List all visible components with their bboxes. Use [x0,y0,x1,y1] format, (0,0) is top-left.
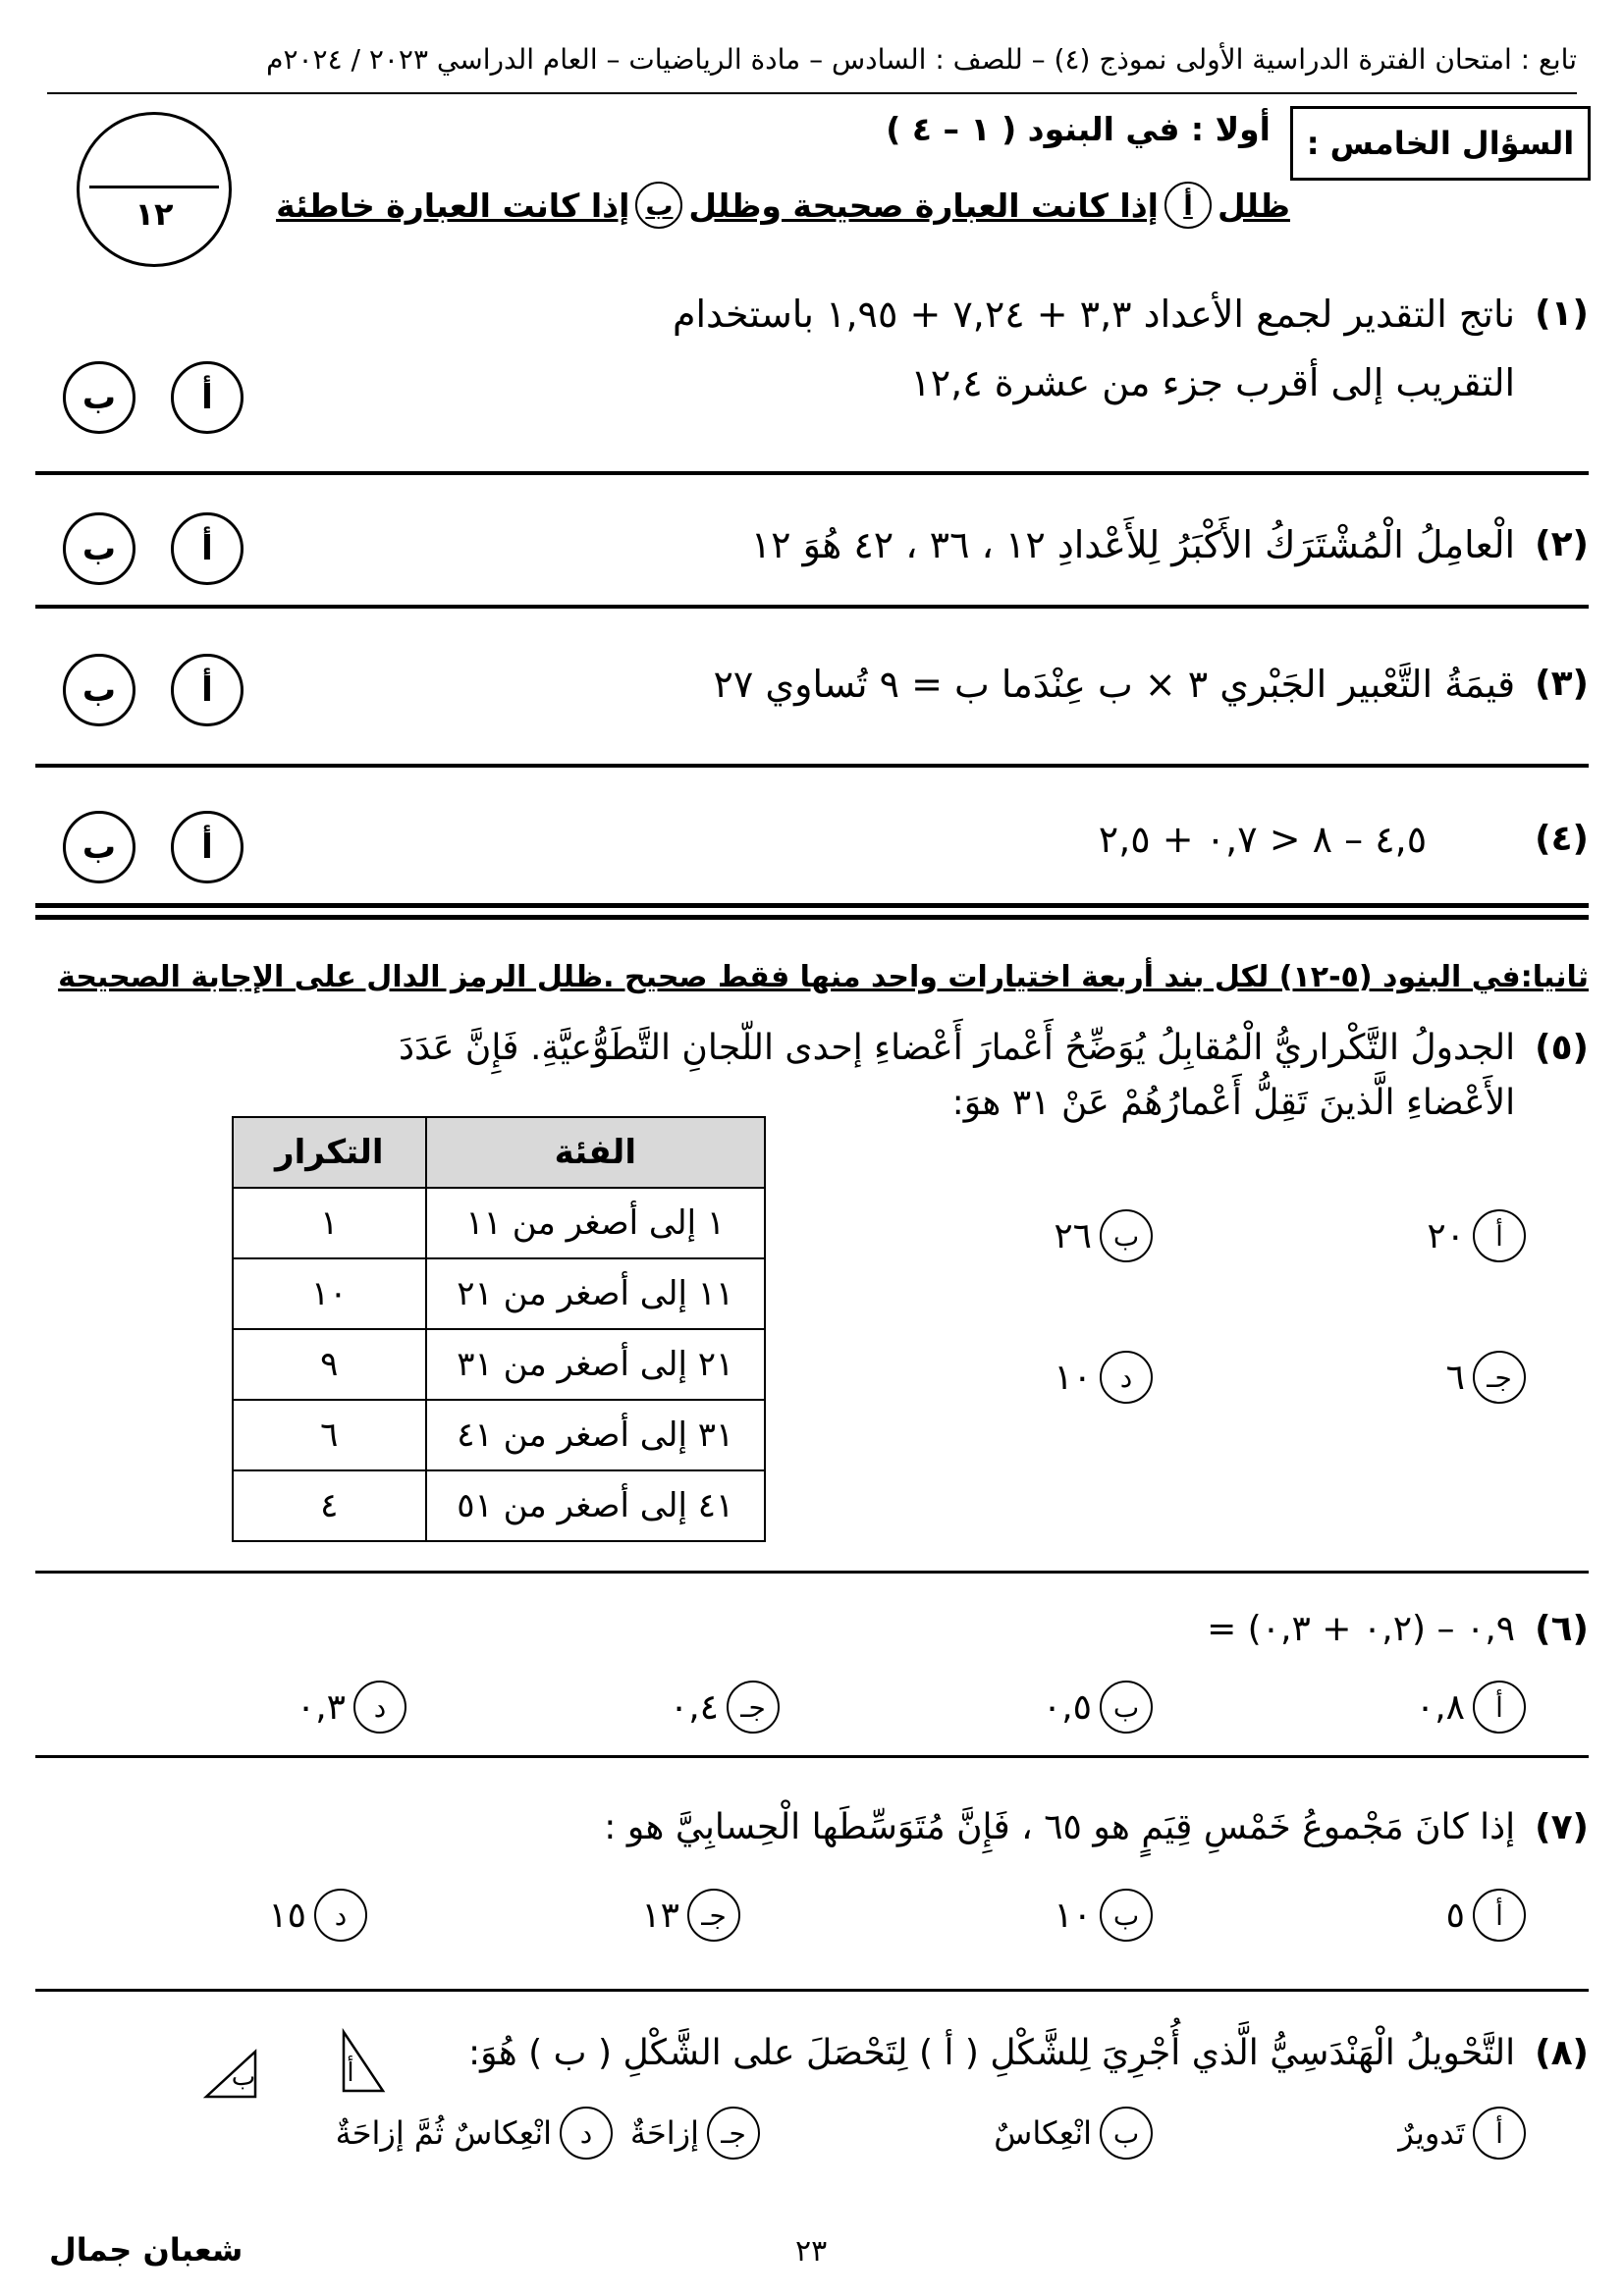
q8-option-b[interactable] [994,2107,1153,2160]
instruction-part3: إذا كانت العبارة خاطئة [276,186,630,225]
table-header: التكرار [233,1117,426,1188]
table-cell: ٤١ إلى أصغر من ٥١ [426,1470,765,1541]
item-number: (٢) [1535,524,1589,564]
tf-choices-2 [63,512,244,585]
item-number: (٨) [1535,2033,1589,2073]
choice-b-circle[interactable]: ب [63,811,135,883]
tf-item-3 [714,650,1590,719]
q6-option-b[interactable] [1043,1681,1153,1734]
q8-stem [468,2026,1589,2081]
option-value: انْعِكاسٌ ثُمَّ إزاحَةٌ [335,2114,552,2152]
divider [35,1755,1589,1758]
option-value: ٥ [1445,1895,1465,1936]
item-line: التقريب إلى أقرب جزء من عشرة ١٢,٤ [910,361,1516,404]
page-number: ٢٣ [795,2234,828,2269]
q5-option-d[interactable] [1054,1351,1153,1404]
choice-a-circle[interactable]: أ [171,811,244,883]
q6-option-c[interactable] [670,1681,780,1734]
option-letter-circle[interactable]: جـ [727,1681,780,1734]
item-number: (١) [1535,294,1589,334]
q7-option-b[interactable] [1054,1889,1153,1942]
table-row [233,1400,765,1470]
table-cell: ٩ [233,1329,426,1400]
table-cell: ١ إلى أصغر من ١١ [426,1188,765,1258]
table-row [233,1258,765,1329]
author-name: شعبان جمال [49,2231,244,2269]
option-value: إزاحَةٌ [629,2114,699,2152]
item-number: (٦) [1535,1609,1589,1649]
item-text [673,280,1515,417]
q7-option-a[interactable] [1446,1889,1526,1942]
item-number: (٣) [1535,664,1589,704]
q6-option-a[interactable] [1416,1681,1526,1734]
item-text: إذا كانَ مَجْموعُ خَمْسِ قِيَمٍ هو ٦٥ ، فَإِنَّ مُتَوَسِّطَها الْحِسابِيَّ هو : [604,1807,1516,1847]
table-cell: ٢١ إلى أصغر من ٣١ [426,1329,765,1400]
divider [35,1989,1589,1992]
q7-option-d[interactable] [268,1889,367,1942]
q6-stem [1207,1602,1589,1657]
choice-b-circle[interactable]: ب [63,654,135,726]
item-number: (٥) [1535,1028,1589,1068]
section1-instruction [276,182,1290,229]
choice-b-circle[interactable]: ب [63,361,135,434]
divider [35,1571,1589,1574]
item-text: ٤,٥ – ٨ < ٠,٧ + ٢,٥ [1098,818,1428,861]
shapes-figure [196,2022,393,2110]
instruction-part2: إذا كانت العبارة صحيحة وظلل [688,186,1159,225]
tf-item-1 [673,280,1589,417]
item-line: الأَعْضاءِ الَّذينَ تَقِلُّ أَعْمارُهُمْ عَنْ ٣١ هوَ: [951,1083,1516,1123]
option-letter-circle[interactable]: جـ [1473,1351,1526,1404]
option-letter-circle[interactable]: د [353,1681,406,1734]
table-cell: ١ [233,1188,426,1258]
score-circle [77,112,232,267]
q5-stem [399,1021,1589,1131]
option-letter-circle[interactable]: ب [1100,2107,1153,2160]
option-letter-circle[interactable]: أ [1473,2107,1526,2160]
table-row [233,1470,765,1541]
option-letter-circle[interactable]: د [314,1889,367,1942]
item-line: ناتج التقدير لجمع الأعداد ٣,٣ + ٧,٢٤ + ١,٩٥ باستخدام [672,293,1516,336]
option-value: انْعِكاسٌ [994,2114,1092,2152]
divider [35,471,1589,475]
item-text: الْعامِلُ الْمُشْتَرَكُ الأَكْبَرُ لِلأَعْدادِ ١٢ ، ٣٦ ، ٤٢ هُوَ ١٢ [750,523,1516,566]
instruction-part1: ظلل [1217,186,1290,225]
table-row [233,1188,765,1258]
item-line: الجدولُ التَّكْراريُّ الْمُقابِلُ يُوَضِّحُ أَعْمارَ أَعْضاءِ إحدى اللّجانِ التَّطَوُّعيَّةِ. فَإِنَّ عَدَدَ [399,1028,1516,1068]
option-value: ٢٠ [1427,1215,1465,1256]
option-letter-circle[interactable]: د [1100,1351,1153,1404]
tf-item-4 [1099,805,1589,874]
item-text [399,1021,1515,1131]
table-row [233,1329,765,1400]
q6-option-d[interactable] [297,1681,406,1734]
q5-option-a[interactable] [1427,1209,1526,1262]
table-header: الفئة [426,1117,765,1188]
choice-a-circle[interactable]: أ [171,361,244,434]
section2-title: ثانيا:في البنود (٥-١٢) لكل بند أربعة اختيارات واحد منها فقط صحيح .ظلل الرمز الدال على الإجابة الصحيحة [58,960,1589,994]
section1-title: أولا : في البنود ( ١ – ٤ ) [886,110,1271,148]
option-letter-circle[interactable]: أ [1473,1681,1526,1734]
score-divider [89,186,219,188]
instruction-a-circle: أ [1164,182,1212,229]
tf-item-2 [751,510,1589,579]
q8-option-d[interactable] [336,2107,613,2160]
option-value: ٢٦ [1054,1215,1092,1256]
item-text: قيمَةُ التَّعْبير الجَبْري ٣ × ب عِنْدَما ب = ٩ تُساوي ٢٧ [713,663,1516,706]
table-cell: ٦ [233,1400,426,1470]
tf-choices-1 [63,361,244,434]
option-value: ٦ [1445,1357,1465,1398]
option-value: ٠,٤ [669,1686,719,1728]
choice-b-circle[interactable]: ب [63,512,135,585]
option-letter-circle[interactable]: أ [1473,1209,1526,1262]
option-value: ٠,٣ [296,1686,346,1728]
score-value: ١٢ [135,195,174,233]
option-letter-circle[interactable]: جـ [687,1889,740,1942]
option-letter-circle[interactable]: د [560,2107,613,2160]
choice-a-circle[interactable]: أ [171,654,244,726]
q5-option-c[interactable] [1446,1351,1526,1404]
option-letter-circle[interactable]: أ [1473,1889,1526,1942]
table-cell: ٤ [233,1470,426,1541]
q5-option-b[interactable] [1054,1209,1153,1262]
item-text: ٠,٩ – (٠,٢ + ٠,٣) = [1207,1609,1516,1649]
q8-option-c[interactable] [630,2107,760,2160]
option-letter-circle[interactable]: ب [1100,1889,1153,1942]
table-cell: ٣١ إلى أصغر من ٤١ [426,1400,765,1470]
tf-choices-3 [63,654,244,726]
q7-option-c[interactable] [641,1889,740,1942]
q7-stem [604,1800,1589,1855]
item-text: التَّحْويلُ الْهَنْدَسِيُّ الَّذي أُجْرِيَ لِلشَّكْلِ ( أ ) لِتَحْصَلَ على الشَّكْلِ ( ب ) هُوَ: [467,2033,1516,2073]
item-number: (٧) [1535,1807,1589,1847]
shape-b-label: ب [231,2062,256,2092]
page-header: تابع : امتحان الفترة الدراسية الأولى نموذج (٤) – للصف : السادس – مادة الرياضيات – العام الدراسي ٢٠٢٣ / ٢٠٢٤م [47,43,1577,94]
question-label-box: السؤال الخامس : [1290,106,1591,181]
item-number: (٤) [1535,819,1589,859]
option-letter-circle[interactable]: ب [1100,1209,1153,1262]
double-divider-bottom [35,915,1589,920]
option-value: ١٠ [1054,1895,1092,1936]
double-divider-top [35,903,1589,908]
instruction-b-circle: ب [635,182,682,229]
table-cell: ١٠ [233,1258,426,1329]
divider [35,764,1589,768]
option-value: ١٠ [1054,1357,1092,1398]
option-value: ٠,٨ [1415,1686,1465,1728]
q8-option-a[interactable] [1398,2107,1526,2160]
choice-a-circle[interactable]: أ [171,512,244,585]
divider [35,605,1589,609]
option-letter-circle[interactable]: جـ [707,2107,760,2160]
table-cell: ١١ إلى أصغر من ٢١ [426,1258,765,1329]
option-value: تَدويرٌ [1398,2114,1465,2152]
option-value: ٠,٥ [1042,1686,1092,1728]
option-letter-circle[interactable]: ب [1100,1681,1153,1734]
option-value: ١٥ [268,1895,306,1936]
frequency-table [232,1116,766,1542]
tf-choices-4 [63,811,244,883]
option-value: ١٣ [641,1895,679,1936]
shape-a-label: أ [347,2058,354,2088]
